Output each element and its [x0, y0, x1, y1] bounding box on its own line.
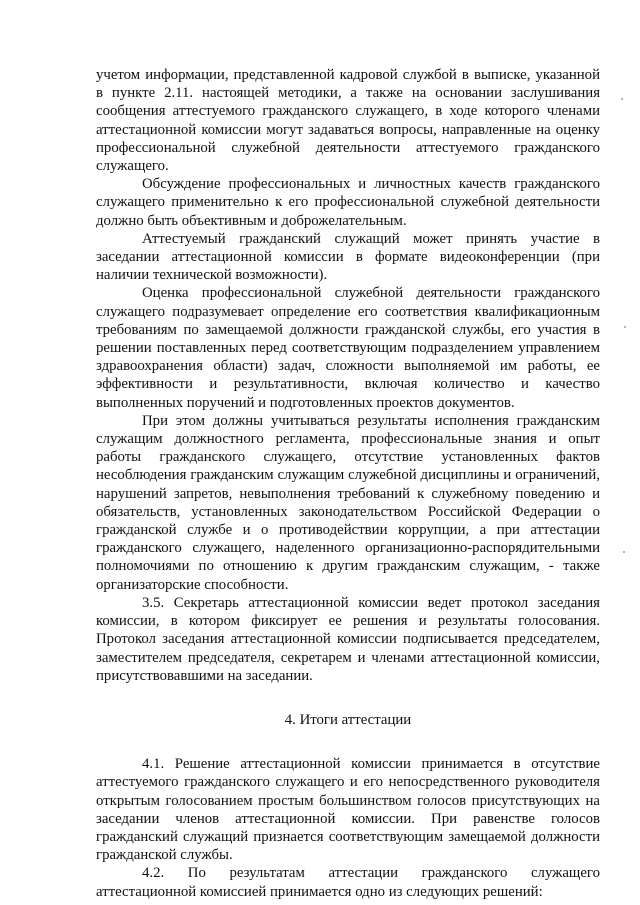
scan-speck	[623, 551, 625, 553]
paragraph-3-5-protocol: 3.5. Секретарь аттестационной комиссии ведет протокол заседания комиссии, в котором фиксирует ее решения и результаты голосования. Протокол заседания аттестационной комиссии подписывается председателем, заместителем председателя, секретарем и членами аттестационной комиссии, присутствовавшими на заседании.	[96, 594, 600, 684]
paragraph-videoconference: Аттестуемый гражданский служащий может принять участие в заседании аттестационной комиссии в формате видеоконференции (при наличии технической возможности).	[96, 230, 600, 284]
document-body	[96, 66, 600, 901]
paragraph-assessment-basis: учетом информации, представленной кадровой службой в выписке, указанной в пункте 2.11. настоящей методики, а также на основании заслушивания сообщения аттестуемого гражданского служащего, в ходе которого членами аттестационной комиссии могут задаваться вопросы, направленные на оценку профессиональной служебной деятельности аттестуемого гражданского служащего.	[96, 67, 600, 175]
scan-speck	[621, 98, 623, 100]
paragraph-evaluation-activity: Оценка профессиональной служебной деятельности гражданского служащего подразумевает определение его соответствия квалификационным требованиям по замещаемой должности гражданской службы, его участия в решении поставленных перед соответствующим подразделением управлением здравоохранения области) задач, сложности выполняемой им работы, ее эффективности и результативности, включая количество и качество выполненных поручений и подготовленных проектов документов.	[96, 285, 600, 411]
paragraph-4-2-results: 4.2. По результатам аттестации гражданского служащего аттестационной комиссией принимается одно из следующих решений:	[96, 865, 600, 900]
section-heading-attestation-results: 4. Итоги аттестации	[284, 711, 412, 728]
paragraph-discussion-qualities: Обсуждение профессиональных и личностных качеств гражданского служащего применительно к его профессиональной служебной деятельности должно быть объективным и доброжелательным.	[96, 176, 600, 229]
paragraph-results-considered: При этом должны учитываться результаты исполнения гражданским служащим должностного регламента, профессиональные знания и опыт работы гражданского служащего, отсутствие установленных фактов несоблюдения гражданским служащим служебной дисциплины и ограничений, нарушений запретов, невыполнения требований к служебному поведению и обязательств, установленных законодательством Российской Федерации о гражданской службе и о противодействии коррупции, а при аттестации гражданского служащего, наделенного организационно-распорядительными полномочиями по отношению к другим гражданским служащим, - также организаторские способности.	[96, 412, 600, 593]
scan-speck	[624, 326, 626, 328]
paragraph-4-1-decision: 4.1. Решение аттестационной комиссии принимается в отсутствие аттестуемого гражданского служащего и его непосредственного руководителя открытым голосованием простым большинством голосов присутствующих на заседании членов аттестационной комиссии. При равенстве голосов гражданский служащий признается соответствующим замещаемой должности гражданской службы.	[96, 756, 600, 864]
